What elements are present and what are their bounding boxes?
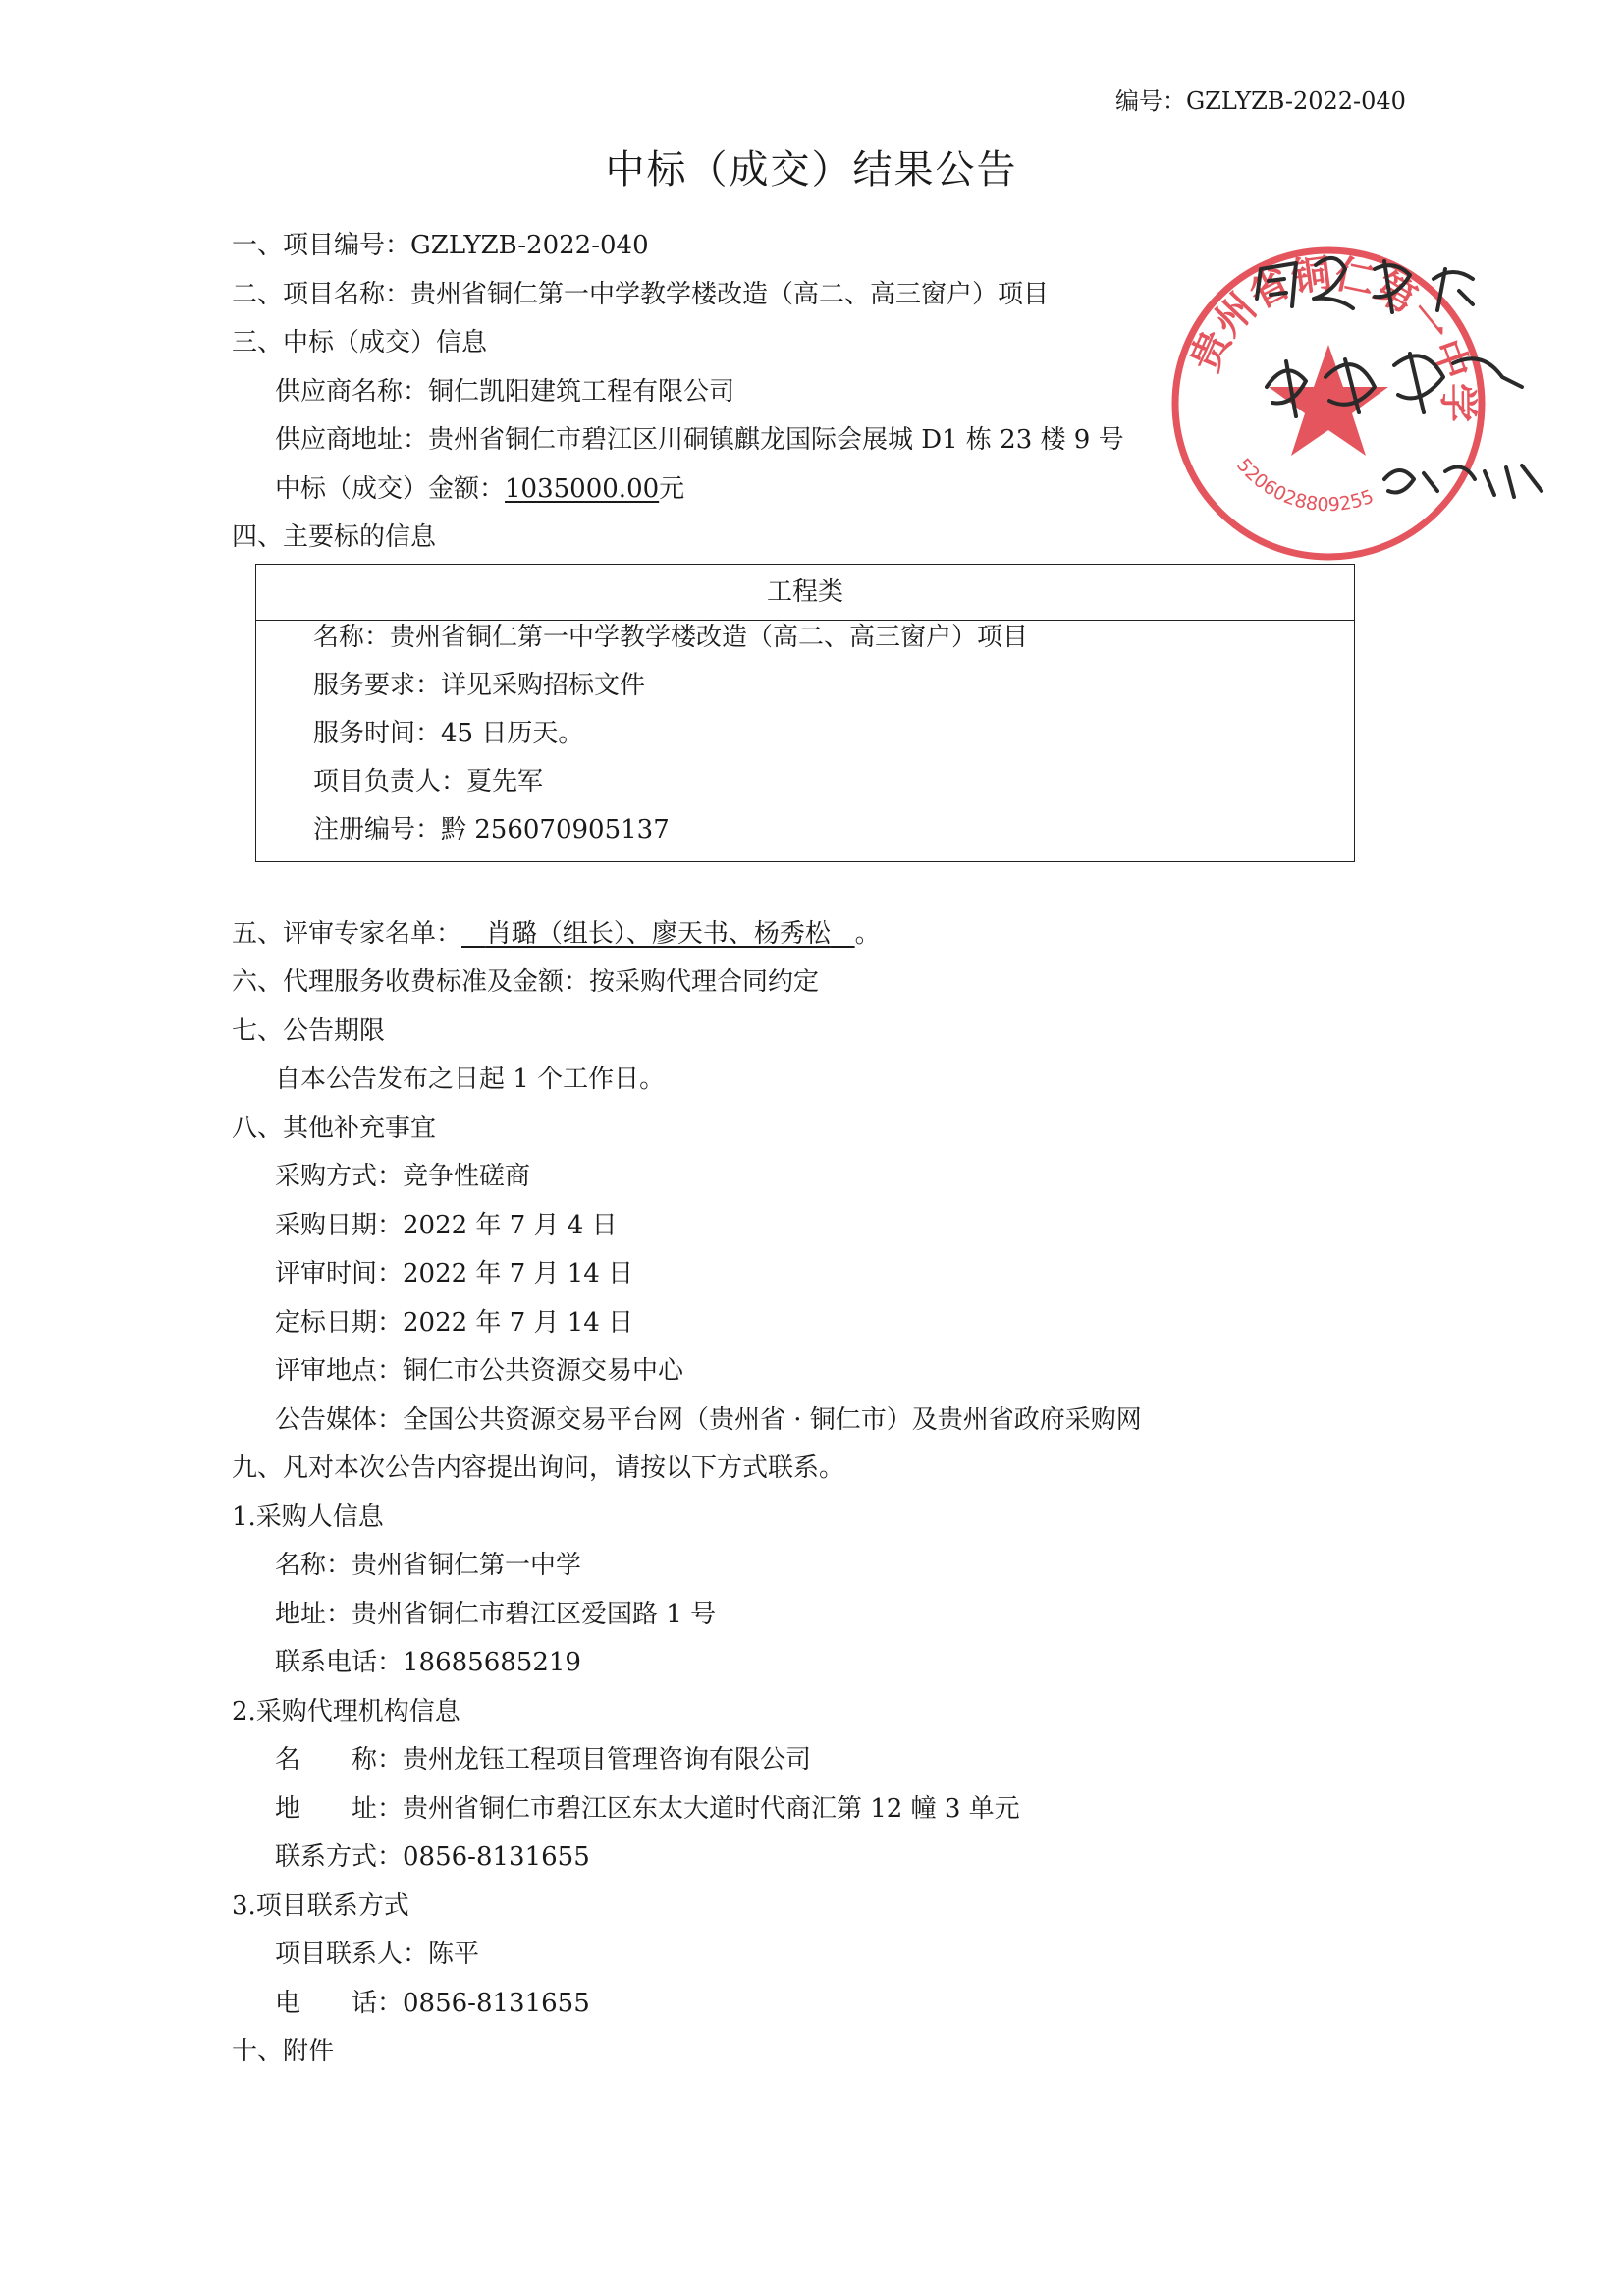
table-row: 注册编号：黔 256070905137 <box>313 815 670 845</box>
agency-fee: 六、代理服务收费标准及金额：按采购代理合同约定 <box>232 967 820 997</box>
project-contact-phone: 电 话：0856-8131655 <box>275 1989 590 2018</box>
project-name: 二、项目名称：贵州省铜仁第一中学教学楼改造（高二、高三窗户）项目 <box>232 280 1050 309</box>
expert-list: 五、评审专家名单： 肖璐（组长）、廖天书、杨秀松 。 <box>232 919 881 949</box>
agency-name: 名 称：贵州龙钰工程项目管理咨询有限公司 <box>275 1745 812 1775</box>
table-header: 工程类 <box>256 565 1354 621</box>
supplier-address: 供应商地址：贵州省铜仁市碧江区川硐镇麒龙国际会展城 D1 栋 23 楼 9 号 <box>275 425 1124 455</box>
notice-period-heading: 七、公告期限 <box>232 1016 386 1046</box>
table-row: 服务时间：45 日历天。 <box>313 719 584 748</box>
inquiry-heading: 九、凡对本次公告内容提出询问，请按以下方式联系。 <box>232 1453 845 1483</box>
main-subject-heading: 四、主要标的信息 <box>232 522 437 552</box>
list-item: 公告媒体：全国公共资源交易平台网（贵州省 · 铜仁市）及贵州省政府采购网 <box>275 1405 1142 1435</box>
agency-address: 地 址：贵州省铜仁市碧江区东太大道时代商汇第 12 幢 3 单元 <box>275 1794 1020 1824</box>
award-info-heading: 三、中标（成交）信息 <box>232 328 488 357</box>
stamp-ring-text: 贵州省铜仁第一中学 <box>1182 250 1481 423</box>
project-contact-person: 项目联系人：陈平 <box>275 1940 480 1969</box>
list-item: 评审地点：铜仁市公共资源交易中心 <box>275 1356 684 1386</box>
project-number: 一、项目编号：GZLYZB-2022-040 <box>232 231 649 260</box>
list-item: 定标日期：2022 年 7 月 14 日 <box>275 1308 634 1338</box>
agency-heading: 2.采购代理机构信息 <box>232 1697 460 1726</box>
agency-contact: 联系方式：0856-8131655 <box>275 1842 590 1872</box>
expert-list-label: 五、评审专家名单： <box>232 919 462 949</box>
table-row: 项目负责人：夏先军 <box>313 767 544 796</box>
handwritten-signature <box>1227 240 1581 524</box>
subject-info-table <box>255 564 1355 862</box>
list-item: 评审时间：2022 年 7 月 14 日 <box>275 1259 634 1288</box>
purchaser-heading: 1.采购人信息 <box>232 1503 384 1532</box>
purchaser-phone: 联系电话：18685685219 <box>275 1648 581 1677</box>
list-item: 采购方式：竞争性磋商 <box>275 1162 531 1191</box>
purchaser-address: 地址：贵州省铜仁市碧江区爱国路 1 号 <box>275 1600 717 1629</box>
expert-names: 肖璐（组长）、廖天书、杨秀松 <box>485 919 831 949</box>
supplier-name: 供应商名称：铜仁凯阳建筑工程有限公司 <box>275 377 735 407</box>
table-row: 服务要求：详见采购招标文件 <box>313 671 646 700</box>
award-amount-unit: 元 <box>659 474 685 504</box>
purchaser-name: 名称：贵州省铜仁第一中学 <box>275 1551 582 1580</box>
project-contact-heading: 3.项目联系方式 <box>232 1891 409 1921</box>
award-amount-value: 1035000.00 <box>505 474 660 504</box>
table-row: 名称：贵州省铜仁第一中学教学楼改造（高二、高三窗户）项目 <box>313 623 1029 652</box>
supplementary-heading: 八、其他补充事宜 <box>232 1114 437 1143</box>
award-amount-label: 中标（成交）金额： <box>275 474 506 504</box>
notice-period-body: 自本公告发布之日起 1 个工作日。 <box>275 1065 666 1094</box>
page-title: 中标（成交）结果公告 <box>605 147 1018 192</box>
attachments-heading: 十、附件 <box>232 2037 335 2066</box>
stamp-code: 5206028809255 <box>1232 454 1378 517</box>
document-number: 编号：GZLYZB-2022-040 <box>1115 87 1406 115</box>
award-amount <box>275 473 684 505</box>
list-item: 采购日期：2022 年 7 月 4 日 <box>275 1211 618 1240</box>
